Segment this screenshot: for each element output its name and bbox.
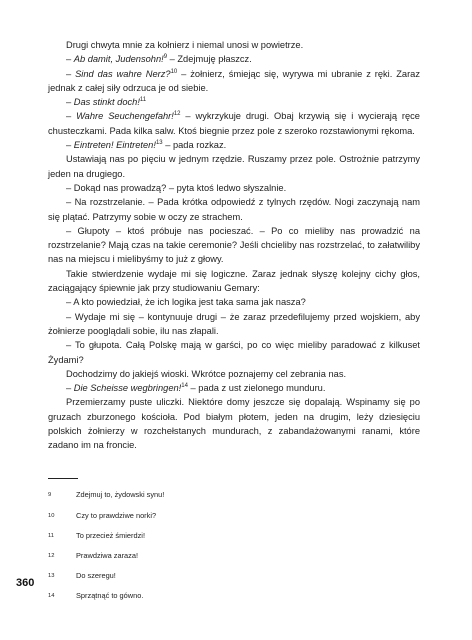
text-run: – A kto powiedział, że ich logika jest taka sama jak nasza? [66, 297, 306, 308]
footnote-ref: 9 [163, 54, 168, 61]
footnote-text: Prawdziwa zaraza! [76, 551, 139, 560]
footnote-number: 11 [48, 533, 55, 539]
main-text [48, 38, 420, 453]
text-run: – [66, 111, 77, 122]
paragraph [48, 395, 420, 452]
footnote-number: 13 [48, 573, 55, 579]
text-run: – Na rozstrzelanie. – Pada krótka odpowiedź z tylnych rzędów. Nogi zaczynają nam się plątać. Patrzymy sobie w oczy ze strachem. [48, 197, 420, 222]
text-run: – To głupota. Całą Polskę mają w garści, po co więc mieliby paradować z kilkuset Żydami? [48, 340, 420, 365]
footnote-number: 10 [48, 513, 55, 519]
paragraph [48, 109, 420, 138]
text-run: Dochodzimy do jakiejś wioski. Wkrótce poznajemy cel zebrania nas. [66, 368, 347, 379]
text-run: Ustawiają nas po pięciu w jednym rzędzie. Ruszamy przez pole. Ostrożnie patrzymy jeden na drugiego. [48, 154, 420, 179]
paragraph [48, 367, 420, 381]
text-run: – Dokąd nas prowadzą? – pyta ktoś ledwo słyszalnie. [66, 182, 287, 193]
paragraph [48, 152, 420, 181]
text-run: – [66, 140, 74, 151]
text-run: – Głupoty – ktoś próbuje nas pocieszać. – Po co mieliby nas prowadzić na rozstrzelanie? Mają czas na takie ceremonie? Jeśli chcieliby nas rozstrzelać, to załatwiliby nas na miejscu i mielibyśmy to już z głowy. [48, 225, 420, 265]
text-run: Drugi chwyta mnie za kołnierz i niemal unosi w powietrze. [66, 40, 304, 50]
footnote-number: 9 [48, 492, 52, 498]
text-run: – wykrzykuje drugi. Obaj krzywią się i wycierają ręce chusteczkami. Pada kilka salw. Ktoś biegnie przez pole z szeroko rozstawionymi rękoma. [48, 111, 420, 136]
foreign-phrase: Eintreten! Eintreten! [73, 140, 156, 151]
text-run: – [66, 383, 74, 394]
footnote [48, 531, 428, 541]
text-run: – [66, 68, 76, 79]
text-run: – pada z ust zielonego munduru. [187, 383, 326, 394]
footnote-text: Do szeregu! [76, 571, 116, 580]
footnote-ref: 12 [173, 111, 181, 118]
paragraph [48, 38, 420, 52]
footnote-divider [48, 478, 78, 479]
paragraph [48, 52, 420, 66]
text-run: – [66, 54, 74, 65]
footnote-text: Sprzątnąć to gówno. [76, 591, 144, 600]
footnote-text: Czy to prawdziwe norki? [76, 511, 157, 520]
footnote-number: 12 [48, 553, 55, 559]
footnote-ref: 11 [139, 97, 147, 104]
text-run: Takie stwierdzenie wydaje mi się logiczne. Zaraz jednak słyszę kolejny cichy głos, zaciągający śpiewnie jak przy studiowaniu Gemary: [48, 268, 420, 294]
footnote [48, 591, 428, 601]
footnote-ref: 13 [155, 140, 163, 147]
footnote-ref: 10 [170, 68, 178, 75]
footnote [48, 571, 428, 581]
paragraph [48, 295, 420, 309]
footnote [48, 490, 428, 500]
text-run: – pada rozkaz. [162, 140, 227, 151]
foreign-phrase: Die Scheisse wegbringen! [73, 383, 182, 394]
page-number: 360 [16, 577, 35, 589]
paragraph [48, 224, 420, 267]
text-run: – Wydaje mi się – kontynuuje drugi – że zaraz przedefilujemy przed wojskiem, aby żołnierze pooglądali sobie, ilu nas złapali. [48, 311, 420, 336]
footnote [48, 511, 428, 521]
text-run: – [66, 97, 74, 108]
footnote-text: Zdejmuj to, żydowski synu! [76, 490, 165, 499]
footnote-text: To przecież śmierdzi! [76, 531, 145, 540]
footnote [48, 551, 428, 561]
footnote-ref: 14 [181, 383, 188, 390]
text-run: – Zdejmuję płaszcz. [167, 54, 252, 65]
paragraph [48, 381, 420, 395]
text-run: – żołnierz, śmiejąc się, wyrywa mi ubranie z ręki. Zaraz jednak z całej siły odrzuca je od siebie. [48, 68, 421, 93]
paragraph [48, 138, 420, 152]
paragraph [48, 267, 420, 296]
paragraph [48, 310, 420, 339]
paragraph [48, 181, 420, 195]
footnote-number: 14 [48, 593, 55, 599]
paragraph [48, 195, 420, 224]
paragraph [48, 67, 420, 96]
paragraph [48, 95, 420, 109]
foreign-phrase: Wahre Seuchengefahr! [76, 111, 174, 122]
foreign-phrase: Ab damit, Judensohn! [73, 54, 164, 65]
paragraph [48, 338, 420, 367]
foreign-phrase: Das stinkt doch! [73, 97, 140, 108]
text-run: Przemierzamy puste uliczki. Niektóre domy jeszcze się dopalają. Wspinamy się po gruzach zburzonego kościoła. Pod białym płotem, jeden na drugim, leży dziesięciu polskich żołnierzy w rozchełstanych mundurach, z zabandażowanymi ranami, które zadano im na froncie. [48, 397, 420, 451]
foreign-phrase: Sind das wahre Nerz? [75, 68, 171, 79]
